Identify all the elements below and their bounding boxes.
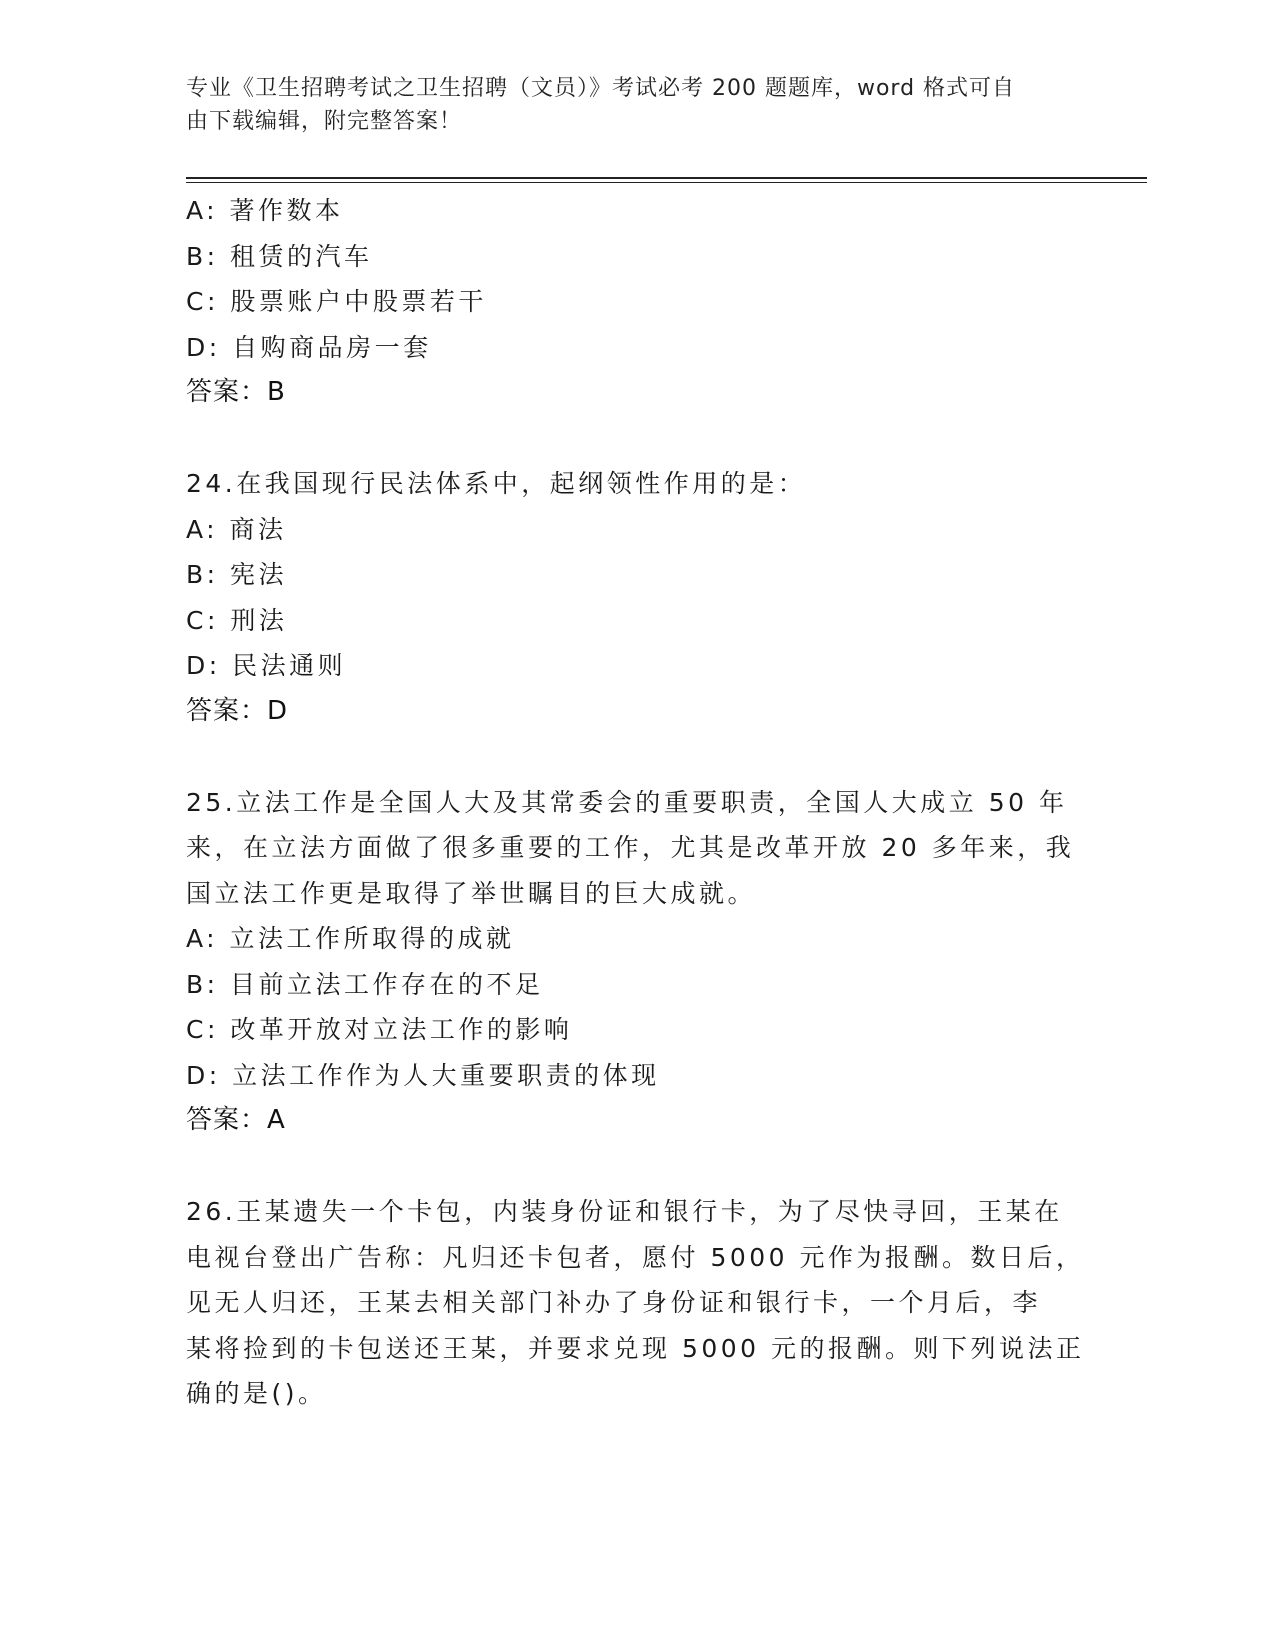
header-line-2: 由下载编辑，附完整答案！ <box>186 109 463 134</box>
answer-line: 答案：D <box>186 695 289 726</box>
question-stem-line-2: 来，在立法方面做了很多重要的工作，尤其是改革开放 20 多年来，我 <box>186 833 1075 862</box>
option-b: B: 目前立法工作存在的不足 <box>186 969 544 999</box>
option-c: C: 改革开放对立法工作的影响 <box>186 1015 573 1044</box>
option-a: A: 立法工作所取得的成就 <box>186 924 515 953</box>
option-b: B: 租赁的汽车 <box>186 241 373 271</box>
question-stem-line-2: 电视台登出广告称：凡归还卡包者，愿付 5000 元作为报酬。数日后， <box>186 1242 1085 1272</box>
question-25-block <box>186 780 1086 1144</box>
question-stem-line-5: 确的是()。 <box>186 1379 327 1408</box>
spacer <box>186 1144 1086 1190</box>
option-a: A: 著作数本 <box>186 196 344 225</box>
spacer <box>186 416 1086 462</box>
question-stem-line-1: 26.王某遗失一个卡包，内装身份证和银行卡，为了尽快寻回，王某在 <box>186 1197 1063 1226</box>
header-divider-thin <box>186 182 1147 183</box>
question-23-block <box>186 188 1086 416</box>
spacer <box>186 734 1086 780</box>
answer-line: 答案：A <box>186 1105 286 1135</box>
header-line-1: 专业《卫生招聘考试之卫生招聘（文员）》考试必考 200 题题库，word 格式可自 <box>186 76 1016 101</box>
question-stem-line-3: 国立法工作更是取得了举世瞩目的巨大成就。 <box>186 878 757 908</box>
option-d: D: 民法通则 <box>186 651 347 680</box>
option-d: D: 立法工作作为人大重要职责的体现 <box>186 1060 660 1090</box>
option-d: D: 自购商品房一套 <box>186 332 432 362</box>
option-b: B: 宪法 <box>186 560 288 589</box>
question-content <box>186 188 1086 1417</box>
question-24-block <box>186 461 1086 734</box>
header-divider-thick <box>186 177 1147 179</box>
question-26-block <box>186 1189 1086 1417</box>
option-a: A: 商法 <box>186 514 287 544</box>
option-c: C: 刑法 <box>186 605 288 635</box>
question-stem: 24.在我国现行民法体系中，起纲领性作用的是： <box>186 469 807 498</box>
question-stem-line-3: 见无人归还，王某去相关部门补办了身份证和银行卡，一个月后，李 <box>186 1288 1042 1317</box>
question-stem-line-4: 某将捡到的卡包送还王某，并要求兑现 5000 元的报酬。则下列说法正 <box>186 1333 1085 1363</box>
document-header <box>186 72 1066 138</box>
option-c: C: 股票账户中股票若干 <box>186 287 487 316</box>
question-stem-line-1: 25.立法工作是全国人大及其常委会的重要职责，全国人大成立 50 年 <box>186 787 1068 817</box>
answer-line: 答案：B <box>186 377 286 407</box>
